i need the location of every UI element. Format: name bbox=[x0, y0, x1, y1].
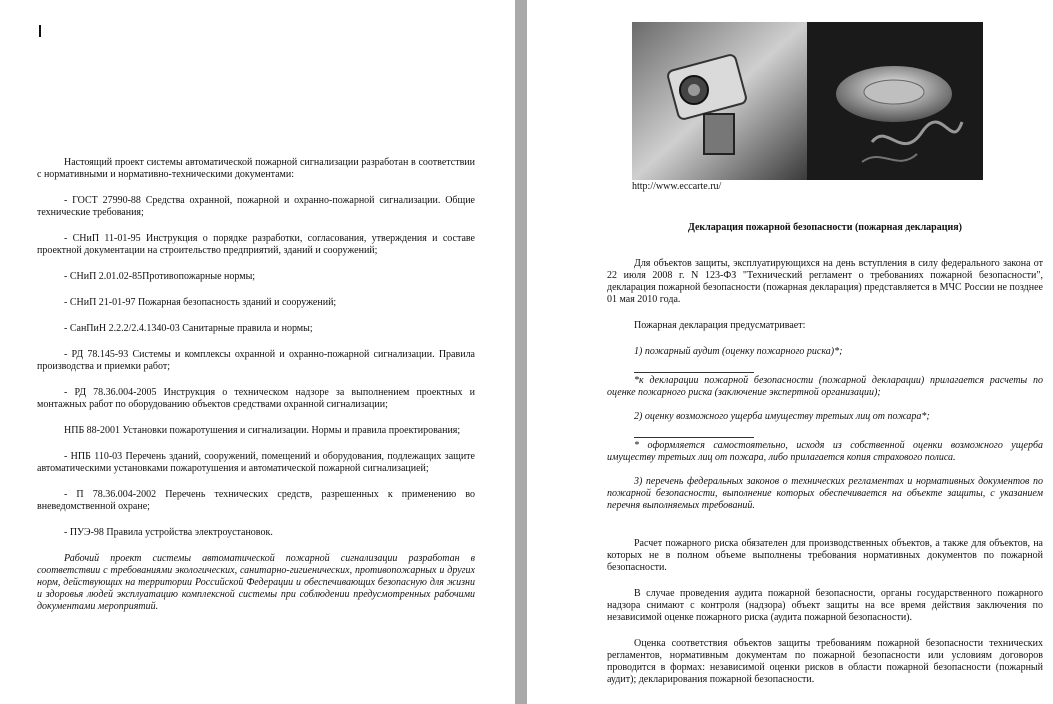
right-body bbox=[607, 258, 1043, 700]
list-item: - РД 78.145-93 Системы и комплексы охранной и охранно-пожарной сигнализации. Правила производства и приемки работ; bbox=[37, 349, 475, 372]
declaration-title: Декларация пожарной безопасности (пожарная декларация) bbox=[687, 222, 963, 233]
photo-caption-link[interactable]: http://www.eccarte.ru/ bbox=[632, 181, 722, 192]
footnote-rule bbox=[634, 437, 754, 438]
footnote: * оформляется самостоятельно, исходя из собственной оценки возможного ущерба имуществу третьих лиц от пожара, либо прилагается копия страхового полиса. bbox=[607, 440, 1043, 463]
list-item: - РД 78.36.004-2005 Инструкция о техническом надзоре за выполнением проектных и монтажных работ по оборудованию объектов средствами охранной сигнализации; bbox=[37, 387, 475, 410]
declaration-item: 2) оценку возможного ущерба имуществу третьих лиц от пожара*; bbox=[634, 411, 930, 422]
list-item: - СНиП 2.01.02-85Противопожарные нормы; bbox=[64, 271, 256, 282]
list-item: - СНиП 11-01-95 Инструкция о порядке разработки, согласования, утверждения и составе проектной документации на строительство предприятий, зданий и сооружений; bbox=[37, 233, 475, 256]
list-item: - СНиП 21-01-97 Пожарная безопасность зданий и сооружений; bbox=[64, 297, 337, 308]
list-item: - П 78.36.004-2002 Перечень технических средств, разрешенных к применению во вневедомственной охране; bbox=[37, 489, 475, 512]
paragraph: Для объектов защиты, эксплуатирующихся на день вступления в силу федерального закона от 22 июля 2008 г. N 123-ФЗ "Технический регламент о требованиях пожарной безопасности", декларация пожарной безопасности (пожарная декларация) представляется в МЧС России не позднее 01 мая 2010 года. bbox=[607, 258, 1043, 305]
paragraph: В случае проведения аудита пожарной безопасности, органы государственного пожарного надзора снимают с контроля (надзора) объект защиты на все время действия заключения по независимой оценке пожарного риска (аудита пожарной безопасности). bbox=[607, 588, 1043, 623]
list-item: - ГОСТ 27990-88 Средства охранной, пожарной и охранно-пожарной сигнализации. Общие технические требования; bbox=[37, 195, 475, 218]
intro-paragraph: Настоящий проект системы автоматической пожарной сигнализации разработан в соответствии с нормативными и нормативно-техническими документами: bbox=[37, 157, 475, 180]
text-cursor bbox=[39, 25, 41, 37]
paragraph: Оценка соответствия объектов защиты требованиям пожарной безопасности технических регламентов, нормативным документам по пожарной безопасности или условиям договоров проводится в формах: независимой оценки рисков в области пожарной безопасности (пожарный аудит); декларирования пожарной безопасности. bbox=[607, 638, 1043, 685]
declaration-item: 1) пожарный аудит (оценку пожарного риска)*; bbox=[634, 346, 843, 357]
list-item: - НПБ 110-03 Перечень зданий, сооружений, помещений и оборудования, подлежащих защите автоматическими установками пожаротушения и автоматической пожарной сигнализацией; bbox=[37, 451, 475, 474]
page-gutter bbox=[515, 0, 527, 704]
paragraph: Пожарная декларация предусматривает: bbox=[634, 320, 806, 331]
fire-safety-photo bbox=[632, 22, 983, 180]
paragraph: Расчет пожарного риска обязателен для производственных объектов, а также для объектов, на которых не в полном объеме выполнены требования нормативных документов по пожарной безопасности. bbox=[607, 538, 1043, 573]
list-item: - СанПиН 2.2.2/2.4.1340-03 Санитарные правила и нормы; bbox=[64, 323, 313, 334]
list-item: НПБ 88-2001 Установки пожаротушения и сигнализации. Нормы и правила проектирования; bbox=[64, 425, 461, 436]
footnote-rule bbox=[634, 372, 754, 373]
left-body bbox=[37, 157, 475, 627]
footnote: *к декларации пожарной безопасности (пожарной декларации) прилагается расчеты по оценке пожарного риска (заключение экспертной организации); bbox=[607, 375, 1043, 398]
list-item: - ПУЭ-98 Правила устройства электроустановок. bbox=[64, 527, 273, 538]
closing-paragraph: Рабочий проект системы автоматической пожарной сигнализации разработан в соответствии с требованиями экологических, санитарно-гигиенических, противопожарных и других норм, действующих на территории Российской Федерации и обеспечивающих безопасную для жизни и здоровья людей эксплуатацию комплексной системы при соблюдении предусмотренных рабочими документами мероприятий. bbox=[37, 553, 475, 612]
declaration-item: 3) перечень федеральных законов о технических регламентах и нормативных документов по пожарной безопасности, выполнение которых обеспечивается на объекте защиты, с указанием перечня выполняемых требований. bbox=[607, 476, 1043, 511]
